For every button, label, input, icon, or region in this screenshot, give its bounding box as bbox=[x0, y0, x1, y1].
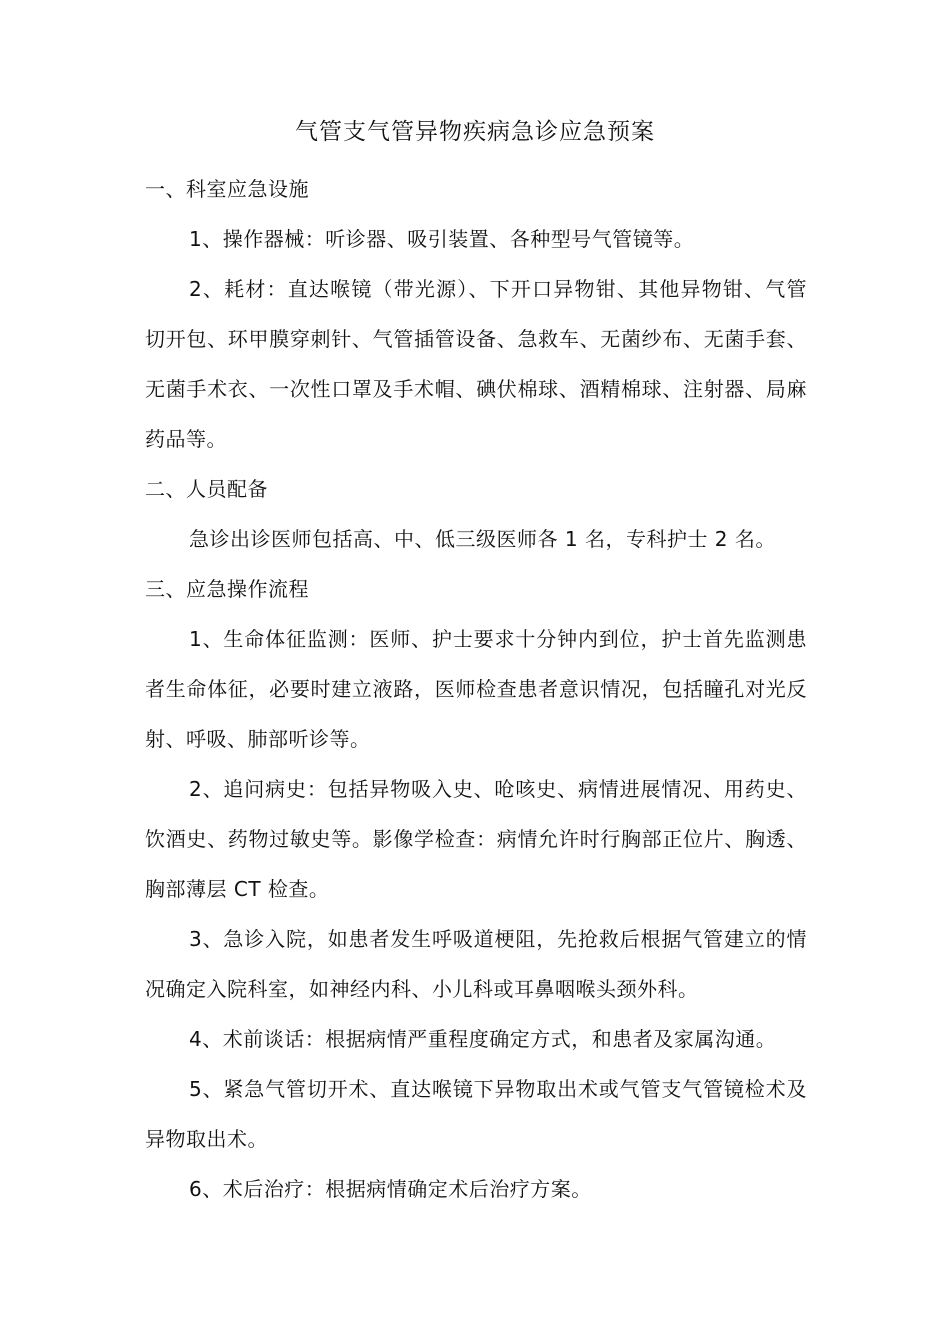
section-heading-procedure: 三、应急操作流程 bbox=[145, 577, 309, 601]
paragraph-vital-signs: 1、生命体征监测：医师、护士要求十分钟内到位，护士首先监测患者生命体征，必要时建立液路，医师检查患者意识情况，包括瞳孔对光反射、呼吸、肺部听诊等。 bbox=[145, 627, 807, 751]
paragraph-staffing: 急诊出诊医师包括高、中、低三级医师各 1 名，专科护士 2 名。 bbox=[189, 527, 776, 551]
paragraph-preop-talk: 4、术前谈话：根据病情严重程度确定方式，和患者及家属沟通。 bbox=[189, 1027, 777, 1051]
paragraph-postop: 6、术后治疗：根据病情确定术后治疗方案。 bbox=[189, 1177, 592, 1201]
paragraph-instruments: 1、操作器械：听诊器、吸引装置、各种型号气管镜等。 bbox=[189, 227, 695, 251]
paragraph-history: 2、追问病史：包括异物吸入史、呛咳史、病情进展情况、用药史、饮酒史、药物过敏史等。影像学检查：病情允许时行胸部正位片、胸透、胸部薄层 CT 检查。 bbox=[145, 777, 807, 901]
paragraph-surgery: 5、紧急气管切开术、直达喉镜下异物取出术或气管支气管镜检术及异物取出术。 bbox=[145, 1077, 807, 1151]
section-heading-facilities: 一、科室应急设施 bbox=[145, 177, 309, 201]
paragraph-admission: 3、急诊入院，如患者发生呼吸道梗阻，先抢救后根据气管建立的情况确定入院科室，如神经内科、小儿科或耳鼻咽喉头颈外科。 bbox=[145, 927, 807, 1001]
paragraph-consumables: 2、耗材：直达喉镜（带光源）、下开口异物钳、其他异物钳、气管切开包、环甲膜穿刺针、气管插管设备、急救车、无菌纱布、无菌手套、无菌手术衣、一次性口罩及手术帽、碘伏棉球、酒精棉球、注射器、局麻药品等。 bbox=[145, 277, 807, 451]
section-heading-staffing: 二、人员配备 bbox=[145, 477, 268, 501]
document-title: 气管支气管异物疾病急诊应急预案 bbox=[295, 119, 655, 145]
document-body bbox=[145, 164, 807, 1214]
